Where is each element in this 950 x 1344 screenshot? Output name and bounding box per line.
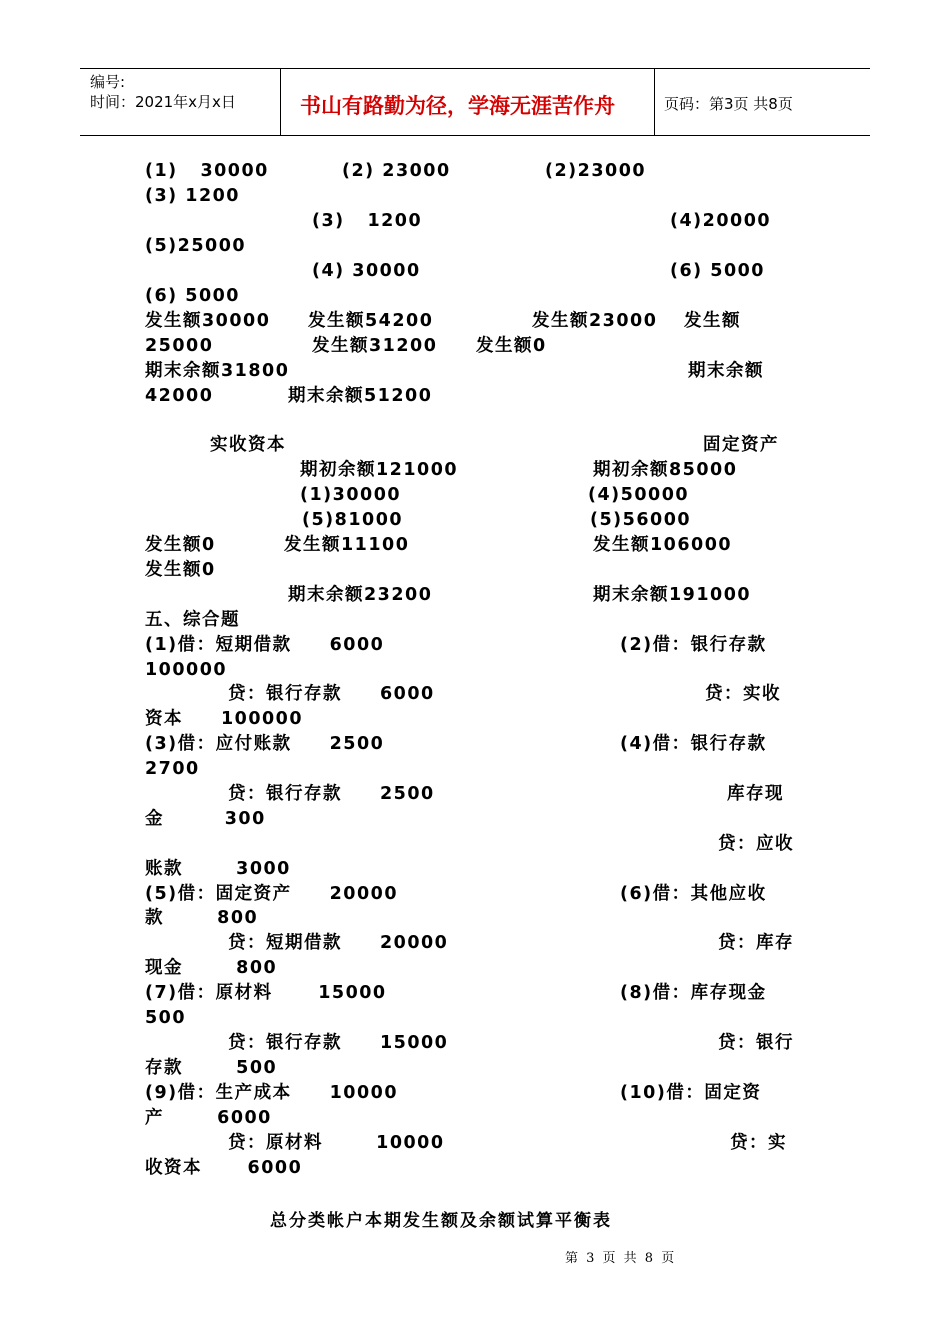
body-text-line: 发生额0 <box>145 560 216 580</box>
body-text-line: 25000 <box>145 336 214 356</box>
body-text-line: 发生额0 <box>476 336 547 356</box>
body-text-line: 贷：短期借款 20000 <box>228 933 449 953</box>
body-text-line: (5)81000 <box>302 510 404 530</box>
body-text-line: (5)56000 <box>590 510 692 530</box>
body-text-line: 期初余额85000 <box>593 460 738 480</box>
body-text-line: 发生额11100 <box>284 535 410 555</box>
body-text-line: (1) 30000 <box>145 161 269 181</box>
body-text-line: 金 300 <box>145 809 266 829</box>
body-text-line: (1)借：短期借款 6000 <box>145 635 385 655</box>
body-text-line: 收资本 6000 <box>145 1158 303 1178</box>
document-date-label: 时间：2021年x月x日 <box>90 93 236 111</box>
document-number-label: 编号: <box>90 73 126 91</box>
body-text-line: 账款 3000 <box>145 859 291 879</box>
body-text-line: 贷：实 <box>730 1133 787 1153</box>
header-top-rule <box>80 68 870 69</box>
body-text-line: 贷：银行 <box>718 1033 794 1053</box>
body-text-line: (9)借：生产成本 10000 <box>145 1083 399 1103</box>
body-text-line: 发生额 <box>684 311 741 331</box>
body-text-line: 发生额54200 <box>308 311 434 331</box>
body-text-line: 发生额0 <box>145 535 216 555</box>
body-text-line: (4)50000 <box>588 485 690 505</box>
body-text-line: 贷：应收 <box>718 834 794 854</box>
body-text-line: (6)借：其他应收 <box>620 884 767 904</box>
body-text-line: 期末余额31800 <box>145 361 290 381</box>
header-bottom-rule <box>80 135 870 136</box>
body-text-line: 贷：原材料 10000 <box>228 1133 445 1153</box>
page-footer: 第 3 页 共 8 页 <box>565 1251 677 1266</box>
body-text-line: 贷：银行存款 6000 <box>228 684 435 704</box>
table-title: 总分类帐户本期发生额及余额试算平衡表 <box>270 1211 612 1231</box>
body-text-line: 期末余额51200 <box>288 386 433 406</box>
body-text-line: 发生额30000 <box>145 311 271 331</box>
body-text-line: (3) 1200 <box>312 211 423 231</box>
body-text-line: (8)借：库存现金 <box>620 983 767 1003</box>
body-text-line: 现金 800 <box>145 958 278 978</box>
body-text-line: (3)借：应付账款 2500 <box>145 734 385 754</box>
body-text-line: 42000 <box>145 386 214 406</box>
body-text-line: (4)20000 <box>670 211 772 231</box>
body-text-line: (5)借：固定资产 20000 <box>145 884 399 904</box>
body-text-line: 期末余额191000 <box>593 585 752 605</box>
body-text-line: (7)借：原材料 15000 <box>145 983 387 1003</box>
body-text-line: 款 800 <box>145 908 259 928</box>
body-text-line: 2700 <box>145 759 200 779</box>
body-text-line: 资本 100000 <box>145 709 304 729</box>
body-text-line: (3) 1200 <box>145 186 240 206</box>
body-text-line: 贷：银行存款 15000 <box>228 1033 449 1053</box>
body-text-line: 贷：实收 <box>705 684 781 704</box>
body-text-line: 存款 500 <box>145 1058 278 1078</box>
body-text-line: 实收资本 <box>210 435 286 455</box>
body-text-line: 产 6000 <box>145 1108 272 1128</box>
body-text-line: 发生额31200 <box>312 336 438 356</box>
body-text-line: (2)23000 <box>545 161 647 181</box>
body-text-line: (4)借：银行存款 <box>620 734 767 754</box>
body-text-line: (1)30000 <box>300 485 402 505</box>
body-text-line: 期末余额23200 <box>288 585 433 605</box>
body-text-line: (10)借：固定资 <box>620 1083 762 1103</box>
body-text-line: 五、综合题 <box>145 610 240 630</box>
body-text-line: 发生额23000 <box>532 311 658 331</box>
body-text-line: 期末余额 <box>688 361 764 381</box>
body-text-line: 固定资产 <box>703 435 779 455</box>
body-text-line: 发生额106000 <box>593 535 733 555</box>
body-text-line: 贷：库存 <box>718 933 794 953</box>
body-text-line: (5)25000 <box>145 236 247 256</box>
header-page-number: 页码：第3页 共8页 <box>664 95 793 113</box>
body-text-line: 贷：银行存款 2500 <box>228 784 435 804</box>
body-text-line: (2)借：银行存款 <box>620 635 767 655</box>
body-text-line: (6) 5000 <box>145 286 240 306</box>
body-text-line: 100000 <box>145 660 228 680</box>
header-motto: 书山有路勤为径，学海无涯苦作舟 <box>300 94 615 118</box>
body-text-line: 库存现 <box>727 784 784 804</box>
body-text-line: (4) 30000 <box>312 261 421 281</box>
header-divider-left <box>280 68 281 136</box>
body-text-line: 500 <box>145 1008 187 1028</box>
body-text-line: (2) 23000 <box>342 161 451 181</box>
header-divider-right <box>654 68 655 136</box>
body-text-line: (6) 5000 <box>670 261 765 281</box>
body-text-line: 期初余额121000 <box>300 460 459 480</box>
